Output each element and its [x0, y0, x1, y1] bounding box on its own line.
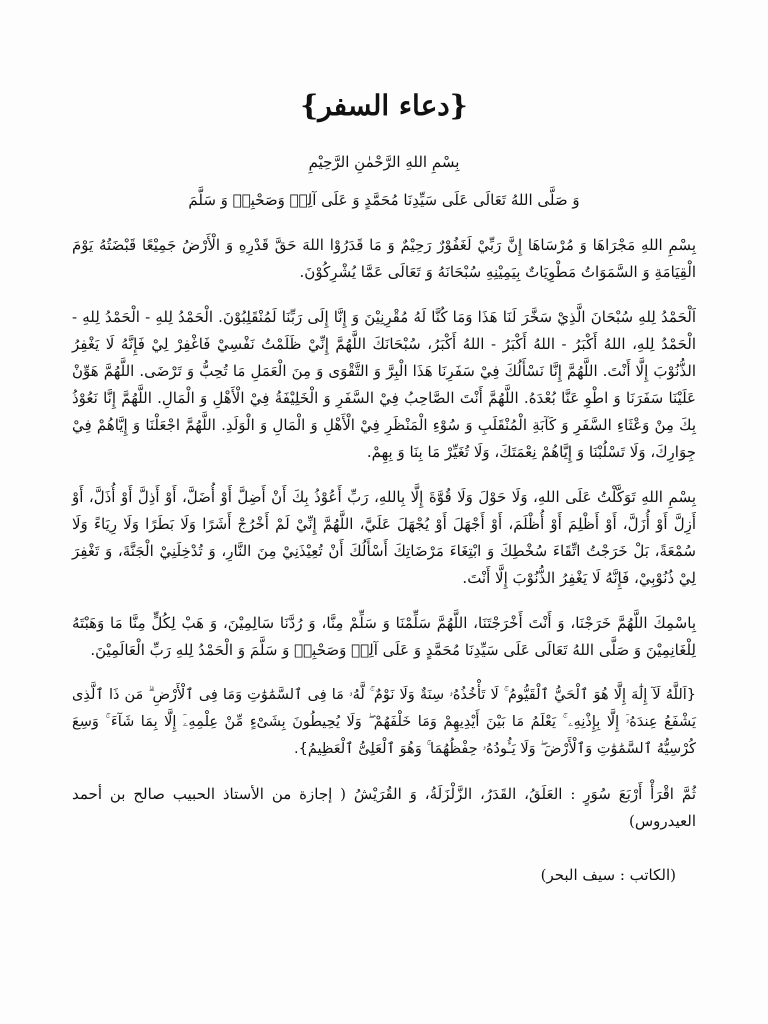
prayer-paragraph-4: بِاسْمِكَ اللَّهُمَّ خَرَجْنَا، وَ أَنْتَ أَخْرَجْتَنَا، اللَّهُمَّ سَلِّمْنَا وَ سَلِّمْ مِنَّا، وَ رُدَّنَا سَالِمِيْنَ، وَ هَبْ لِكُلٍّ مِنَّا مَا وَهَبْتَهُ لِلْغَانِمِيْنَ وَ صَلَّى اللهُ تَعَالَى عَلَى سَيِّدِنَا مُحَمَّدٍ وَ عَلَى آلِهٖ وَصَحْبِهٖ وَ سَلَّمَ وَ الْحَمْدُ لِلهِ رَبِّ الْعَالَمِيْنَ.: [72, 614, 696, 660]
closing-instruction: ثُمَّ اقْرَأْ أَرْبَعَ سُوَرٍ : العَلَقُ، القَدَرُ، الزَّلْزَلَةُ، وَ القُرَيْشُ ( إجازة من الأستاذ الحبيب صالح بن أحمد العيدروس): [72, 785, 696, 831]
prayer-paragraph-1: بِسْمِ اللهِ مَجْرَاهَا وَ مُرْسَاهَا إِنَّ رَبِّيْ لَغَفُوْرٌ رَحِيْمٌ وَ مَا قَدَرُوْا اللهَ حَقَّ قَدْرِهِ وَ الْأَرْضُ جَمِيْعًا قَبْضَتُهُ يَوْمَ الْقِيَامَةِ وَ السَّمَوَاتُ مَطْوِيَاتٌ بِيَمِيْنِهِ سُبْحَانَهُ وَ تَعَالَى عَمَّا يُشْرِكُوْنَ.: [72, 236, 696, 282]
salawat-line: وَ صَلَّى اللهُ تَعَالَى عَلَى سَيِّدِنَا مُحَمَّدٍ وَ عَلَى آلِهٖ وَصَحْبِهٖ وَ سَلَّمَ: [188, 191, 580, 210]
basmala-line: بِسْمِ اللهِ الرَّحْمٰنِ الرَّحِيْمِ: [308, 153, 460, 172]
page-title: {دعاء السفر}: [300, 89, 468, 122]
author-credit: (الكاتب : سيف البحر): [540, 866, 676, 884]
ayat-kursi-paragraph: {اَللَّهُ لَآ إِلَٰهَ إِلَّا هُوَ ٱلْحَيُّ ٱلْقَيُّومُ ۚ لَا تَأْخُذُهُۥ سِنَةٌ وَلَا نَوْمٌ ۚ لَّهُۥ مَا فِى ٱلسَّمَٰوَٰتِ وَمَا فِى ٱلْأَرْضِ ۗ مَن ذَا ٱلَّذِى يَشْفَعُ عِندَهُۥٓ إِلَّا بِإِذْنِهِۦ ۚ يَعْلَمُ مَا بَيْنَ أَيْدِيهِمْ وَمَا خَلْفَهُمْ ۖ وَلَا يُحِيطُونَ بِشَىْءٍ مِّنْ عِلْمِهِۦٓ إِلَّا بِمَا شَآءَ ۚ وَسِعَ كُرْسِيُّهُ ٱلسَّمَٰوَٰتِ وَٱلْأَرْضَ ۖ وَلَا يَـُٔودُهُۥ حِفْظُهُمَا ۚ وَهُوَ ٱلْعَلِىُّ ٱلْعَظِيمُ}.: [72, 687, 696, 758]
prayer-paragraph-2: اَلْحَمْدُ لِلهِ سُبْحَانَ الَّذِيْ سَخَّرَ لَنَا هَذَا وَمَا كُنَّا لَهُ مُقْرِنِيْنَ وَ إِنَّا إِلَى رَبِّنَا لَمُنْقَلِبُوْنَ. الْحَمْدُ لِلهِ - الْحَمْدُ لِلهِ - الْحَمْدُ لِلهِ، اللهُ أَكْبَرُ - اللهُ أَكْبَرُ - اللهُ أَكْبَرُ، سُبْحَانَكَ اللَّهُمَّ إِنِّيْ ظَلَمْتُ نَفْسِيْ فَاغْفِرْ لِيْ فَإِنَّهُ لَا يَغْفِرُ الذُّنُوْبَ إِلَّا أَنْتَ. اللَّهُمَّ إِنَّا نَسْأَلُكَ فِيْ سَفَرِنَا هَذَا الْبِرَّ وَ التَّقْوَى وَ مِنَ الْعَمَلِ مَا تُحِبُّ وَ تَرْضَى. اللَّهُمَّ هَوِّنْ عَلَيْنَا سَفَرَنَا وَ اطْوِ عَنَّا بُعْدَهُ. اللَّهُمَّ أَنْتَ الصَّاحِبُ فِيْ السَّفَرِ وَ الْخَلِيْفَةُ فِيْ الْأَهْلِ وَ الْمَالِ. اللَّهُمَّ إِنَّا نَعُوْذُ بِكَ مِنْ وَعْثَاءِ السَّفَرِ وَ كَآبَةِ الْمُنْقَلَبِ وَ سُوْءِ الْمَنْظَرِ فِيْ الْأَهْلِ وَ الْمَالِ وَ الْوَلَدِ. اللَّهُمَّ اجْعَلْنَا وَ إِيَّاهُمْ فِيْ جِوَارِكَ، وَلَا تَسْلُبْنَا وَ إِيَّاهُمْ نِعْمَتَكَ، وَلَا تُغَيِّرْ مَا بِنَا وَ بِهِمْ.: [72, 308, 696, 462]
prayer-paragraph-3: بِسْمِ اللهِ تَوَكَّلْتُ عَلَى اللهِ، وَلَا حَوْلَ وَلَا قُوَّةَ إِلَّا بِاللهِ، رَبِّ أَعُوْذُ بِكَ أَنْ أَضِلَّ أَوْ أُضَلَّ، أَوْ أَذِلَّ أَوْ أُذَلَّ، أَوْ أَزِلَّ أَوْ أُزَلَّ، أَوْ أَظْلِمَ أَوْ أُظْلَمَ، أَوْ أَجْهَلَ أَوْ يُجْهَلَ عَلَيَّ، اللَّهُمَّ إِنِّيْ لَمْ أَخْرُجْ أَشَرًا وَلَا بَطَرًا وَلَا رِيَاءً وَلَا سُمْعَةً، بَلْ خَرَجْتُ اتِّقَاءَ سُخْطِكَ وَ ابْتِغَاءَ مَرْضَاتِكَ أَسْأَلُكَ أَنْ تُعِيْذَنِيْ مِنَ النَّارِ، وَ تُدْخِلَنِيْ الْجَنَّةَ، وَ تَغْفِرَ لِيْ ذُنُوْبِيْ، فَإِنَّهُ لَا يَغْفِرُ الذُّنُوْبَ إِلَّا أَنْتَ.: [72, 488, 696, 588]
